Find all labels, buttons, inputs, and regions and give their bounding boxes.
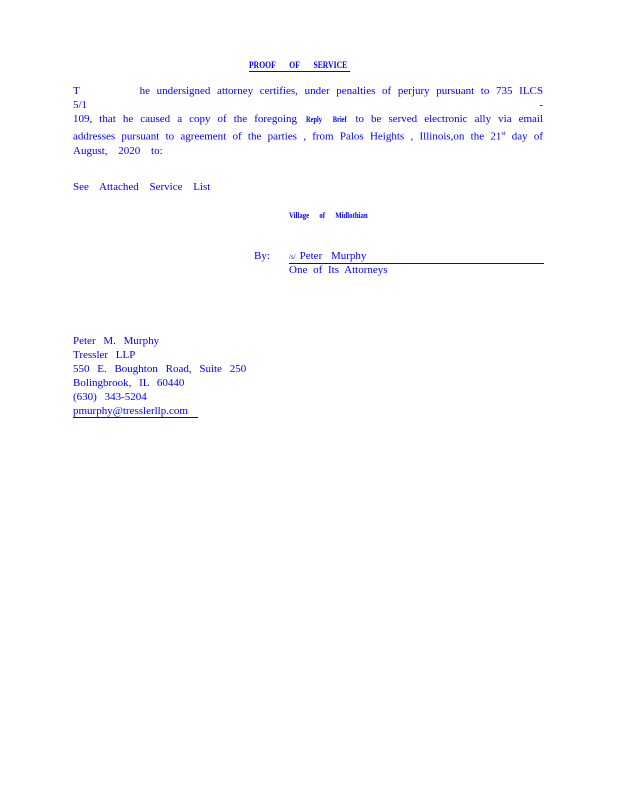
reply-word: Reply xyxy=(306,115,323,124)
attorney-address-block xyxy=(73,334,246,418)
signature-name: Peter Murphy xyxy=(299,250,367,262)
party-name: Village of Midlothian xyxy=(289,211,368,220)
document-title: PROOF OF SERVICE xyxy=(249,60,350,72)
email-link[interactable]: pmurphy@tresslerllp.com xyxy=(73,406,198,418)
paragraph-text-2a: 109, that he caused a copy of the foregoing xyxy=(73,113,297,125)
paragraph-line-3 xyxy=(73,127,543,144)
paragraph-text-2b: to be served electronic ally via email xyxy=(355,113,544,125)
brief-word: Brief xyxy=(332,115,347,124)
firm-name: Tressler LLP xyxy=(73,349,136,361)
city-state-zip: Bolingbrook, IL 60440 xyxy=(73,377,185,389)
paragraph-text-3-end: day of xyxy=(511,130,544,143)
by-label: By: xyxy=(254,250,270,262)
paragraph-line-1 xyxy=(73,84,543,112)
paragraph-text-1: he undersigned attorney certifies, under penalties of perjury pursuant to 735 ILCS 5/1 - xyxy=(73,85,543,111)
attorney-name: Peter M. Murphy xyxy=(73,335,160,347)
signature-line xyxy=(289,250,544,264)
street-address: 550 E. Boughton Road, Suite 250 xyxy=(73,363,247,375)
electronic-signature-mark: /s/ xyxy=(289,253,296,261)
paragraph-line-4: August, 2020 to: xyxy=(73,144,163,157)
paragraph-line-2 xyxy=(73,112,543,127)
drop-letter: T xyxy=(73,85,80,97)
service-list-note: See Attached Service List xyxy=(73,181,211,193)
ordinal-suffix: st xyxy=(501,131,506,137)
certification-paragraph xyxy=(73,84,543,158)
paragraph-text-3: addresses pursuant to agreement of the parties , from Palos Heights , Illinois,on the 21 xyxy=(73,130,502,143)
signature-role: One of Its Attorneys xyxy=(289,264,388,276)
phone-number: (630) 343-5204 xyxy=(73,391,147,403)
